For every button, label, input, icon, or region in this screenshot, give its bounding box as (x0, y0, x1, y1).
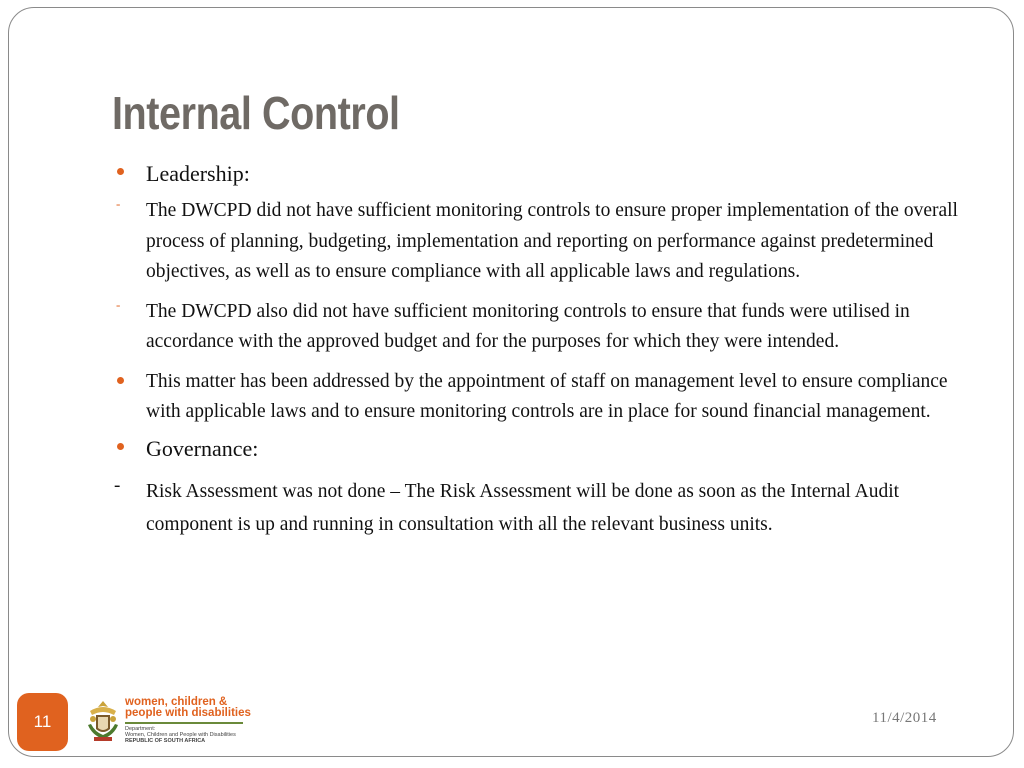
dash-text: Risk Assessment was not done – The Risk Assessment will be done as soon as the Internal Audit component is up and running in consultation with all the relevant business units. (146, 480, 900, 535)
logo-department-label: Department: (125, 726, 156, 732)
bullet-text: Governance: (146, 435, 259, 461)
dash-text: The DWCPD did not have sufficient monitoring controls to ensure proper implementation of the overall process of planning, budgeting, implementation and reporting on performance against predetermined objectives, as well as to ensure compliance with all applicable laws and regulations. (146, 200, 958, 282)
bullet-dot-icon (117, 443, 124, 450)
slide-title: Internal Control (112, 87, 400, 139)
bullet-dot-icon (117, 377, 124, 384)
page-number: 11 (33, 712, 52, 731)
logo-country: REPUBLIC OF SOUTH AFRICA (125, 738, 206, 744)
dash-text: The DWCPD also did not have sufficient monitoring controls to ensure that funds were utilised in accordance with the approved budget and for the purposes for which they were intended. (146, 300, 910, 352)
slide-content (112, 156, 972, 541)
bullet-item-matter-addressed (112, 367, 972, 428)
logo-divider (125, 722, 243, 724)
dash-item-monitoring (112, 196, 972, 288)
dash-item-risk-assessment (112, 475, 972, 541)
bullet-dot-icon (117, 168, 124, 175)
bullet-item-governance (112, 431, 972, 467)
bullet-item-leadership (112, 156, 972, 192)
dash-marker: - (116, 296, 121, 312)
logo-text (125, 697, 251, 744)
dash-item-funds (112, 297, 972, 358)
coat-of-arms-icon (84, 699, 122, 743)
bullet-text: Leadership: (146, 161, 250, 186)
slide-date: 11/4/2014 (872, 710, 937, 726)
page-number-badge (17, 693, 68, 751)
logo-name: women, children & people with disabilities (125, 696, 251, 719)
bullet-text: This matter has been addressed by the appointment of staff on management level to ensure compliance with applicable laws and to ensure monitoring controls are in place for sound financial management. (146, 370, 948, 422)
department-logo (84, 697, 254, 747)
dash-marker: - (114, 474, 121, 496)
dash-marker: - (116, 196, 121, 211)
logo-department-name: Women, Children and People with Disabilities (125, 732, 236, 738)
